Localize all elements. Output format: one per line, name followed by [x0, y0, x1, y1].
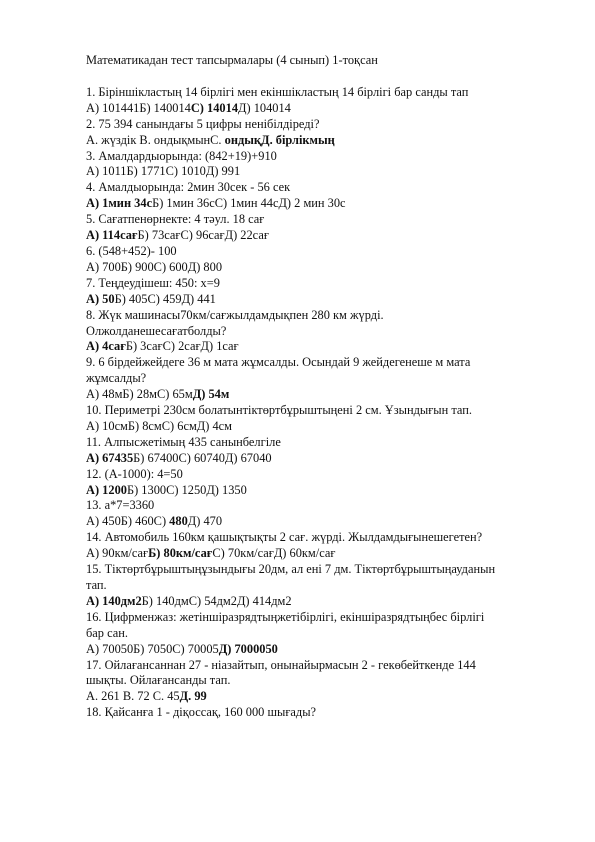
text-segment: С) 70км/сағД) 60км/сағ [212, 546, 336, 561]
text-segment: 9. 6 бірдейжейдеге 36 м мата жұмсалды. Осындай 9 жейдегенеше м мата [86, 355, 471, 370]
text-line [86, 610, 555, 626]
text-line [86, 355, 555, 371]
text-segment: 2. 75 394 санындағы 5 цифры ненібілдіреді? [86, 116, 320, 131]
text-line [86, 212, 555, 228]
document-title: Математикадан тест тапсырмалары (4 сынып) 1-тоқсан [86, 53, 378, 67]
text-line [86, 514, 555, 530]
text-segment: А) 700Б) 900С) 600Д) 800 [86, 259, 223, 274]
text-line [86, 562, 555, 578]
text-line [86, 101, 555, 117]
text-segment: 17. Ойлағансаннан 27 - ніазайтып, онынайырмасын 2 - гекөбейткенде 144 [86, 657, 476, 672]
text-line [86, 149, 555, 165]
text-segment: шықты. Ойлағансанды тап. [86, 673, 231, 688]
text-segment: А) 90км/сағ [86, 546, 149, 561]
text-line [86, 292, 555, 308]
answer-highlight: А) 140дм2 [86, 593, 142, 608]
text-segment: тап. [86, 578, 107, 592]
answer-highlight: А) 50 [86, 291, 115, 306]
text-line [86, 244, 555, 260]
text-segment: 6. (548+452)- 100 [86, 243, 177, 258]
text-segment: 8. Жүк машинасы70км/сағжылдамдықпен 280 км жүрді. [86, 307, 384, 322]
answer-highlight: А) 67435 [86, 450, 134, 465]
answer-highlight: А) 114сағ [86, 228, 138, 243]
text-line [86, 371, 555, 387]
text-line [86, 705, 555, 721]
text-segment: 15. Тіктөртбұрыштыңұзындығы 20дм, ал ені 7 дм. Тіктөртбұрыштыңауданын [86, 562, 496, 577]
answer-highlight: Д) 7000050 [218, 641, 278, 656]
text-segment: Б) 3сағС) 2сағД) 1сағ [125, 339, 239, 354]
answer-highlight: А) 1200 [86, 482, 127, 497]
text-segment: 1. Біріншікластың 14 бірлігі мен екіншікластың 14 бірлігі бар санды тап [86, 84, 469, 99]
text-segment: Б) 67400С) 60740Д) 67040 [133, 450, 272, 465]
text-segment: А) 1011Б) 1771С) 1010Д) 991 [86, 164, 241, 179]
text-line [86, 594, 555, 610]
text-segment: Д) 470 [187, 514, 223, 529]
text-line [86, 85, 555, 101]
answer-highlight: Д. 99 [179, 689, 207, 704]
text-segment: 13. а*7=3360 [86, 498, 155, 513]
text-segment: 12. (А-1000): 4=50 [86, 466, 183, 481]
text-segment: бар сан. [86, 625, 128, 640]
text-line [86, 308, 555, 324]
text-segment: А) 450Б) 460С) [86, 514, 170, 529]
answer-highlight: Д) 54м [192, 387, 230, 402]
test-content [86, 85, 555, 721]
text-segment: Д) 104014 [238, 100, 291, 115]
text-line [86, 339, 555, 355]
text-line [86, 196, 555, 212]
text-segment: Б) 405С) 459Д) 441 [114, 291, 216, 306]
text-line [86, 642, 555, 658]
text-segment: 7. Теңдеудішеш: 450: х=9 [86, 275, 220, 290]
text-segment: А) 48мБ) 28мС) 65м [86, 387, 193, 402]
text-segment: 10. Периметрі 230см болатынтіктөртбұрыштыңені 2 см. Ұзындығын тап. [86, 403, 472, 418]
answer-highlight: С) 14014 [190, 100, 239, 115]
text-segment: Б) 1мин 36сС) 1мин 44сД) 2 мин 30с [152, 196, 346, 211]
text-segment: 11. Алпысжетімың 435 санынбелгіле [86, 434, 281, 449]
text-line [86, 228, 555, 244]
text-line [86, 117, 555, 133]
text-line [86, 133, 555, 149]
text-line [86, 673, 555, 689]
text-segment: А) 101441Б) 140014 [86, 100, 191, 115]
answer-highlight: ондықД. бірлікмың [224, 132, 335, 147]
text-segment: А. жүздік В. ондықмынС. [86, 132, 225, 147]
text-line [86, 180, 555, 196]
text-segment: А) 70050Б) 7050С) 70005 [86, 641, 219, 656]
text-line [86, 658, 555, 674]
answer-highlight: А) 4сағ [86, 339, 126, 354]
text-line [86, 546, 555, 562]
text-segment: Б) 1300С) 1250Д) 1350 [126, 482, 247, 497]
text-line [86, 260, 555, 276]
text-segment: 4. Амалдыорында: 2мин 30сек - 56 сек [86, 180, 291, 195]
answer-highlight: Б) 80км/сағ [148, 546, 213, 561]
text-segment: 18. Қайсанға 1 - діқоссақ, 160 000 шығады? [86, 705, 317, 720]
answer-highlight: 480 [169, 514, 188, 529]
text-line [86, 626, 555, 642]
text-segment: 5. Сағатпенөрнекте: 4 тәул. 18 сағ [86, 212, 265, 227]
text-line [86, 467, 555, 483]
text-segment: 3. Амалдардыорында: (842+19)+910 [86, 148, 277, 163]
text-segment: А) 10смБ) 8смС) 6смД) 4см [86, 418, 233, 433]
text-line [86, 324, 555, 340]
text-line [86, 435, 555, 451]
text-line [86, 578, 555, 594]
text-segment: Б) 140дмС) 54дм2Д) 414дм2 [141, 593, 292, 608]
text-segment: Олжолданешесағатболды? [86, 323, 227, 338]
text-segment: 16. Цифрменжаз: жетіншіразрядтыңжетібірлігі, екіншіразрядтыңбес бірлігі [86, 609, 485, 624]
text-line [86, 276, 555, 292]
text-line [86, 498, 555, 514]
text-segment: 14. Автомобиль 160км қашықтықты 2 сағ. жүрді. Жылдамдығынешегетен? [86, 530, 483, 545]
text-segment: А. 261 В. 72 С. 45 [86, 689, 180, 704]
text-segment: жұмсалды? [86, 371, 147, 386]
text-line [86, 164, 555, 180]
answer-highlight: А) 1мин 34с [86, 196, 153, 211]
text-line [86, 403, 555, 419]
text-line [86, 689, 555, 705]
text-line [86, 530, 555, 546]
text-line [86, 419, 555, 435]
text-line [86, 451, 555, 467]
text-line [86, 483, 555, 499]
text-segment: Б) 73сағС) 96сағД) 22сағ [137, 228, 269, 243]
text-line [86, 387, 555, 403]
